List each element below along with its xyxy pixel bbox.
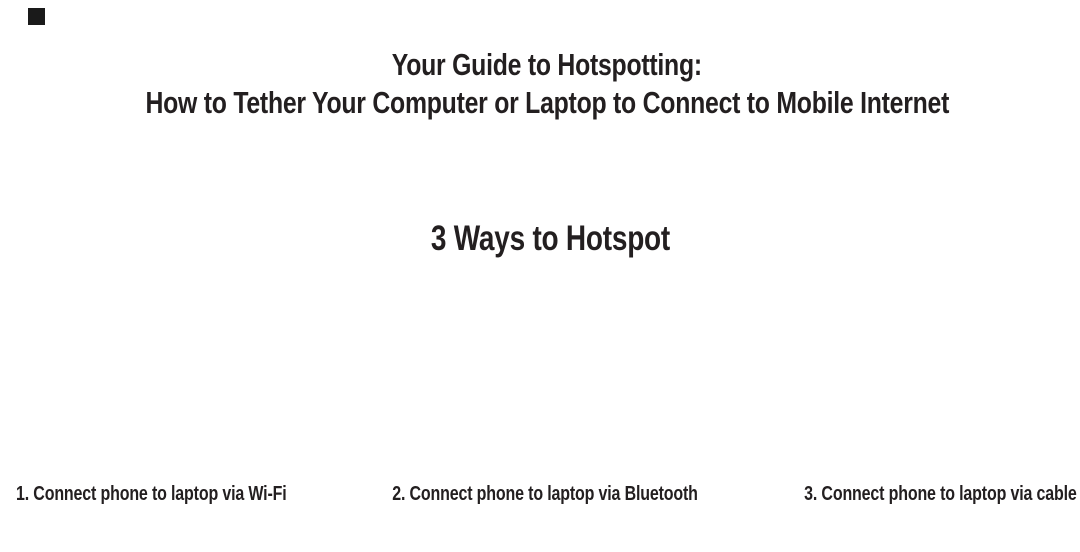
page-title-line-1: [14, 46, 1080, 84]
page-title: [14, 46, 1080, 122]
page-title-line-2-text: How to Tether Your Computer or Laptop to Connect to Mobile Internet: [145, 85, 949, 120]
page-title-line-1-text: Your Guide to Hotspotting:: [391, 47, 703, 82]
section-heading-text: 3 Ways to Hotspot: [430, 219, 670, 258]
method-item-cable: [736, 481, 1077, 507]
method-item-bluetooth-label: 2. Connect phone to laptop via Bluetooth: [392, 483, 698, 505]
hotspot-methods-row: [16, 481, 1077, 507]
black-square-marker: [28, 8, 45, 25]
method-item-bluetooth: [354, 481, 736, 507]
section-heading: [20, 218, 1080, 260]
method-item-wifi: [16, 481, 354, 507]
page-title-line-2: [14, 84, 1080, 122]
method-item-wifi-label: 1. Connect phone to laptop via Wi-Fi: [16, 483, 287, 505]
method-item-cable-label: 3. Connect phone to laptop via cable: [804, 483, 1077, 505]
